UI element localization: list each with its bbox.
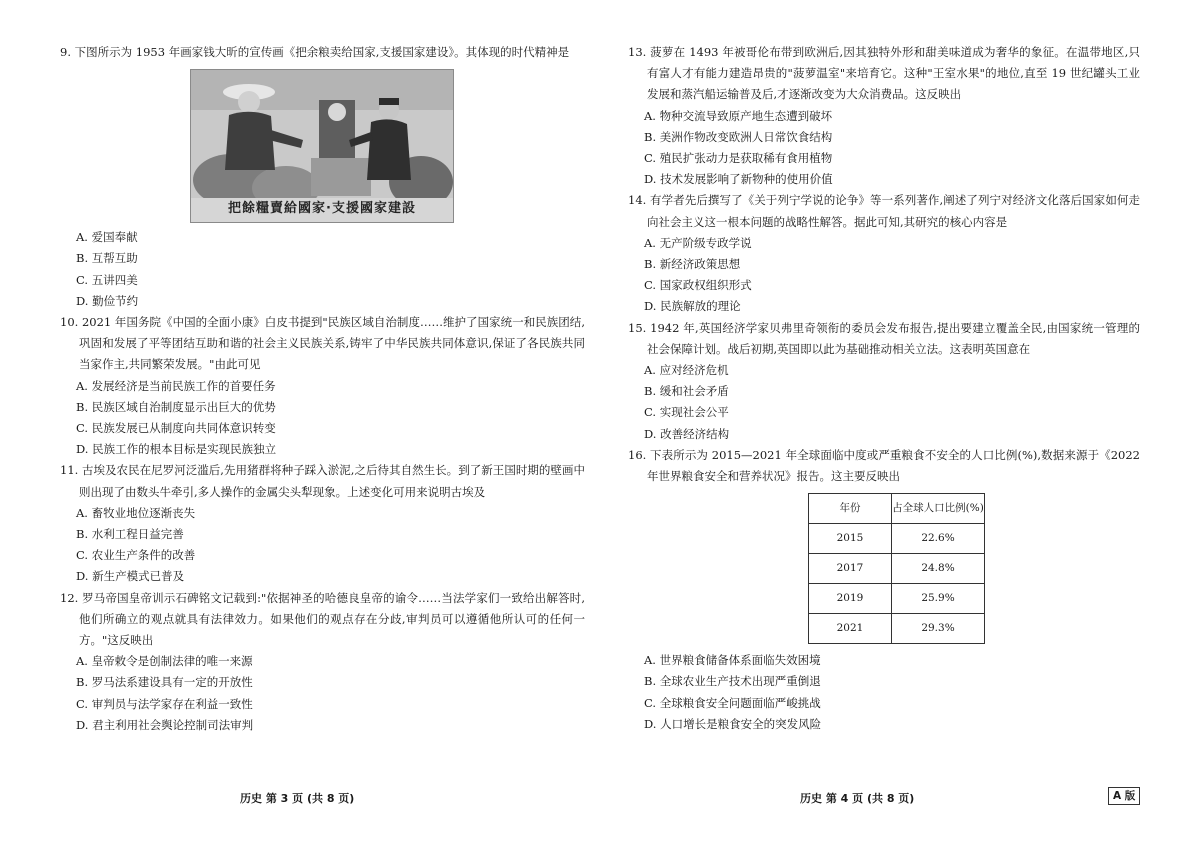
option-b: B. 罗马法系建设具有一定的开放性 xyxy=(76,675,253,690)
option-d: D. 新生产模式已普及 xyxy=(76,569,185,584)
option-a: A. 无产阶级专政学说 xyxy=(644,235,752,250)
option-d: D. 改善经济结构 xyxy=(644,426,730,441)
table-cell-year: 2015 xyxy=(809,524,892,554)
poster-caption: 把餘糧賣給國家·支援國家建設 xyxy=(228,201,416,216)
question-16 xyxy=(628,445,1140,735)
page-4-footer: 历史 第 4 页 (共 8 页) xyxy=(800,792,915,805)
option-c: C. 殖民扩张动力是获取稀有食用植物 xyxy=(644,151,833,166)
option-c: C. 实现社会公平 xyxy=(644,405,729,420)
table-row xyxy=(809,584,985,614)
option-c: C. 审判员与法学家存在利益一致性 xyxy=(76,696,253,711)
table-cell-share: 22.6% xyxy=(892,524,985,554)
question-stem: 15. 1942 年,英国经济学家贝弗里奇领衔的委员会发布报告,提出要建立覆盖全民,由国家统一管理的社会保障计划。战后初期,英国即以此为基础推动相关立法。这表明英国意在 xyxy=(628,320,1140,356)
table-cell-share: 24.8% xyxy=(892,554,985,584)
table-row xyxy=(809,554,985,584)
table-cell-year: 2019 xyxy=(809,584,892,614)
option-a: A. 物种交流导致原产地生态遭到破坏 xyxy=(644,108,833,123)
option-b: B. 水利工程日益完善 xyxy=(76,527,184,542)
question-13 xyxy=(628,42,1140,190)
option-c: C. 国家政权组织形式 xyxy=(644,278,752,293)
option-d: D. 君主利用社会舆论控制司法审判 xyxy=(76,717,254,732)
question-11 xyxy=(60,460,585,587)
table-row xyxy=(809,524,985,554)
option-d: D. 技术发展影响了新物种的使用价值 xyxy=(644,172,833,187)
question-12 xyxy=(60,588,585,736)
option-b: B. 全球农业生产技术出现严重倒退 xyxy=(644,674,821,689)
question-9 xyxy=(60,42,585,312)
page-3-column xyxy=(60,42,585,736)
table-header-year: 年份 xyxy=(809,494,892,524)
table-cell-year: 2021 xyxy=(809,614,892,644)
question-stem: 9. 下图所示为 1953 年画家钱大昕的宣传画《把余粮卖给国家,支援国家建设》。其体现的时代精神是 xyxy=(60,45,570,59)
question-15 xyxy=(628,318,1140,445)
question-stem: 14. 有学者先后撰写了《关于列宁学说的论争》等一系列著作,阐述了列宁对经济文化落后国家如何走向社会主义这一根本问题的战略性解答。据此可知,其研究的核心内容是 xyxy=(628,193,1140,229)
question-14 xyxy=(628,190,1140,317)
option-b: B. 民族区域自治制度显示出巨大的优势 xyxy=(76,399,276,414)
option-d: D. 勤俭节约 xyxy=(76,293,139,308)
edition-badge: A 版 xyxy=(1108,787,1140,805)
table-cell-share: 25.9% xyxy=(892,584,985,614)
question-stem: 11. 古埃及农民在尼罗河泛滥后,先用猪群将种子踩入淤泥,之后待其自然生长。到了新王国时期的壁画中则出现了由数头牛牵引,多人操作的金属尖头犁现象。上述变化可用来说明古埃及 xyxy=(60,463,585,499)
option-a: A. 畜牧业地位逐渐丧失 xyxy=(76,505,196,520)
option-c: C. 民族发展已从制度向共同体意识转变 xyxy=(76,421,276,436)
option-c: C. 全球粮食安全问题面临严峻挑战 xyxy=(644,695,821,710)
option-b: B. 互帮互助 xyxy=(76,251,138,266)
table-row xyxy=(809,614,985,644)
question-stem: 13. 菠萝在 1493 年被哥伦布带到欧洲后,因其独特外形和甜美味道成为奢华的象征。在温带地区,只有富人才有能力建造昂贵的"菠萝温室"来培育它。这种"王室水果"的地位,直至 19 世纪罐头工业发展和蒸汽船运输普及后,才逐渐改变为大众消费品。这反映出 xyxy=(628,45,1140,102)
option-b: B. 缓和社会矛盾 xyxy=(644,384,729,399)
table-header-row xyxy=(809,494,985,524)
propaganda-poster-image xyxy=(190,69,454,223)
question-10 xyxy=(60,312,585,460)
question-stem: 16. 下表所示为 2015—2021 年全球面临中度或严重粮食不安全的人口比例(%),数据来源于《2022 年世界粮食安全和营养状况》报告。这主要反映出 xyxy=(628,447,1140,484)
option-d: D. 民族工作的根本目标是实现民族独立 xyxy=(76,442,277,457)
option-a: A. 应对经济危机 xyxy=(644,363,729,378)
table-header-share: 占全球人口比例(%) xyxy=(892,494,985,524)
option-d: D. 人口增长是粮食安全的突发风险 xyxy=(644,716,822,731)
question-stem: 12. 罗马帝国皇帝训示石碑铭文记载到:"依据神圣的哈德良皇帝的谕令……当法学家们一致给出解答时,他们所确立的观点就具有法律效力。如果他们的观点存在分歧,审判员可以遵循他所认可的任何一方。"这反映出 xyxy=(60,590,585,648)
page-4-column xyxy=(628,42,1140,735)
option-c: C. 农业生产条件的改善 xyxy=(76,548,196,563)
option-a: A. 爱国奉献 xyxy=(76,230,138,245)
page-3-footer: 历史 第 3 页 (共 8 页) xyxy=(240,792,355,805)
option-a: A. 世界粮食储备体系面临失效困境 xyxy=(644,653,821,668)
option-b: B. 新经济政策思想 xyxy=(644,257,741,272)
option-d: D. 民族解放的理论 xyxy=(644,299,741,314)
option-a: A. 发展经济是当前民族工作的首要任务 xyxy=(76,378,276,393)
option-b: B. 美洲作物改变欧洲人日常饮食结构 xyxy=(644,129,833,144)
table-cell-year: 2017 xyxy=(809,554,892,584)
question-stem: 10. 2021 年国务院《中国的全面小康》白皮书提到"民族区域自治制度……维护了国家统一和民族团结,巩固和发展了平等团结互助和谐的社会主义民族关系,铸牢了中华民族共同体意识,保证了各民族共同当家作主,共同繁荣发展。"由此可见 xyxy=(60,315,585,372)
table-cell-share: 29.3% xyxy=(892,614,985,644)
food-insecurity-table xyxy=(808,493,985,644)
option-c: C. 五讲四美 xyxy=(76,272,138,287)
option-a: A. 皇帝敕令是创制法律的唯一来源 xyxy=(76,654,253,669)
